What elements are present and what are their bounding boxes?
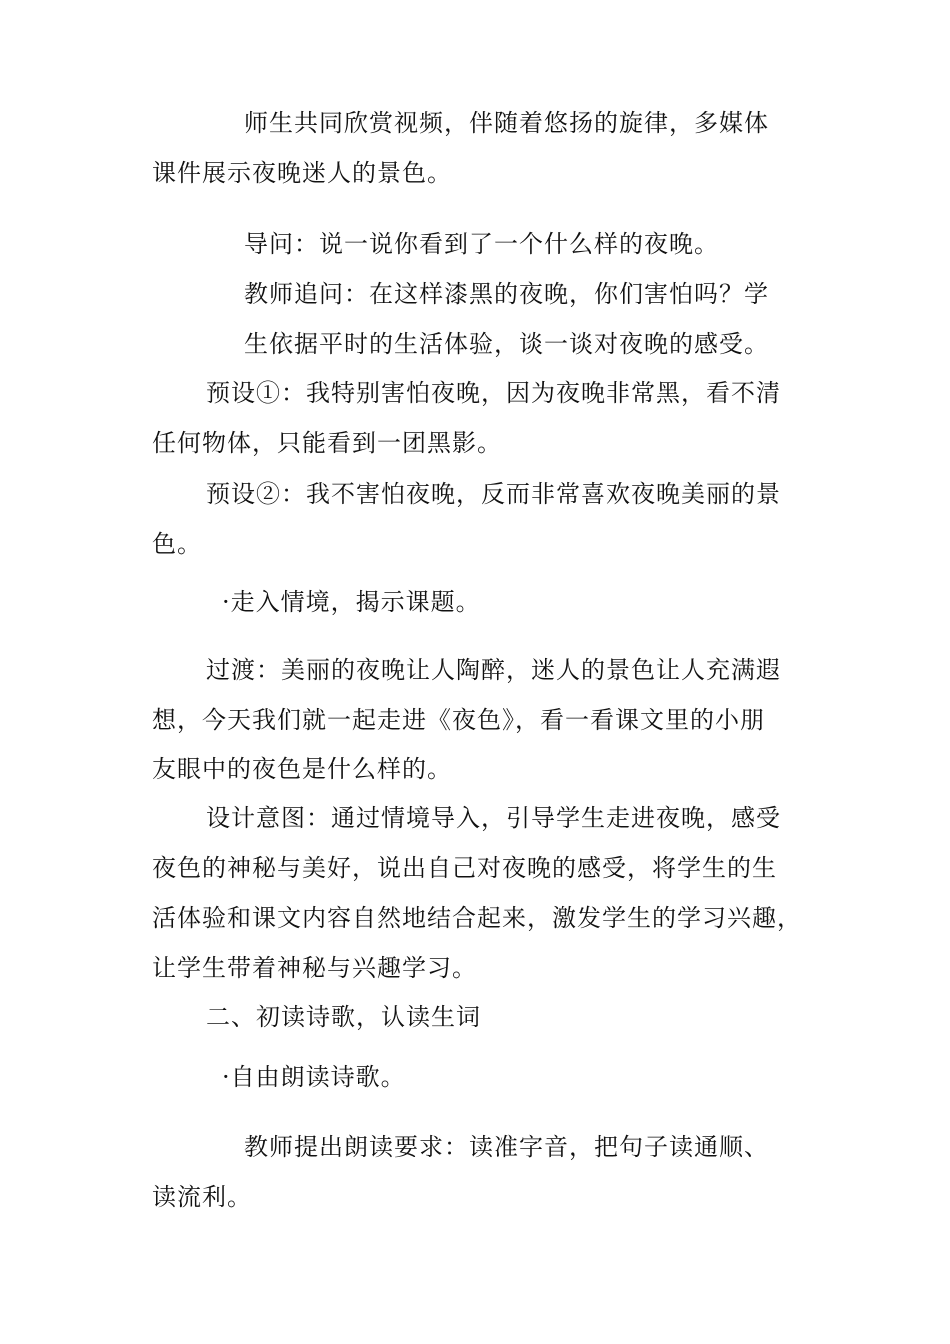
text-line: 过渡：美丽的夜晚让人陶醉，迷人的景色让人充满遐 <box>206 656 781 684</box>
text-line: 读流利。 <box>152 1183 252 1211</box>
text-line: 师生共同欣赏视频，伴随着悠扬的旋律，多媒体 <box>244 109 769 137</box>
text-line: 生依据平时的生活体验，谈一谈对夜晚的感受。 <box>244 330 769 358</box>
text-line: 教师追问：在这样漆黑的夜晚，你们害怕吗？学 <box>244 280 769 308</box>
text-line: 夜色的神秘与美好，说出自己对夜晚的感受，将学生的生 <box>152 854 777 882</box>
text-line: 教师提出朗读要求：读准字音，把句子读通顺、 <box>244 1133 769 1161</box>
section-heading: 二、初读诗歌，认读生词 <box>206 1003 481 1031</box>
text-line: 预设①：我特别害怕夜晚，因为夜晚非常黑，看不清 <box>206 379 781 407</box>
section-item: ·走入情境，揭示课题。 <box>222 588 481 616</box>
section-item: ·自由朗读诗歌。 <box>222 1063 406 1091</box>
text-line: 色。 <box>152 530 202 558</box>
text-line: 想，今天我们就一起走进《夜色》，看一看课文里的小朋 <box>152 706 765 734</box>
text-line: 让学生带着神秘与兴趣学习。 <box>152 954 477 982</box>
text-line: 友眼中的夜色是什么样的。 <box>152 755 452 783</box>
text-line: 导问：说一说你看到了一个什么样的夜晚。 <box>244 230 719 258</box>
text-line: 课件展示夜晚迷人的景色。 <box>152 159 452 187</box>
text-line: 任何物体，只能看到一团黑影。 <box>152 429 502 457</box>
text-line: 活体验和课文内容自然地结合起来，激发学生的学习兴趣， <box>152 904 802 932</box>
text-line: 设计意图：通过情境导入，引导学生走进夜晚，感受 <box>206 804 781 832</box>
text-line: 预设②：我不害怕夜晚，反而非常喜欢夜晚美丽的景 <box>206 480 781 508</box>
